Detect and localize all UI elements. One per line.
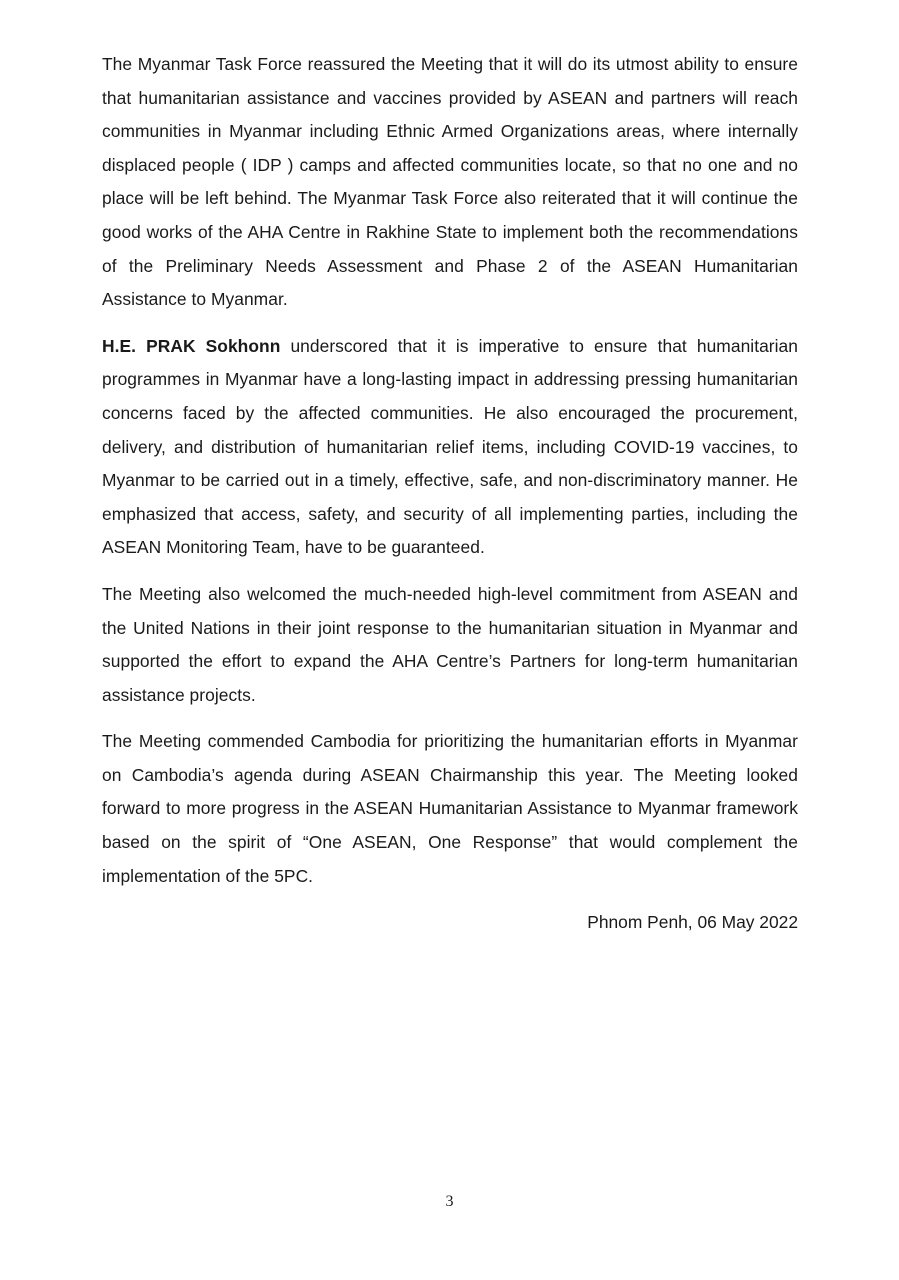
paragraph-text: The Meeting also welcomed the much-needed high-level commitment from ASEAN and the United Nations in their joint response to the humanitarian situation in Myanmar and supported the effort to expand the AHA Centre’s Partners for long-term humanitarian assistance projects. [102,583,798,705]
paragraph-commitment [102,578,798,712]
speaker-name: H.E. PRAK Sokhonn [102,335,281,356]
paragraph-text: underscored that it is imperative to ensure that humanitarian programmes in Myanmar have a long-lasting impact in addressing pressing humanitarian concerns faced by the affected communities. He also encouraged the procurement, delivery, and distribution of humanitarian relief items, including COVID-19 vaccines, to Myanmar to be carried out in a timely, effective, safe, and non-discriminatory manner. He emphasized that access, safety, and security of all implementing parties, including the ASEAN Monitoring Team, have to be guaranteed. [102,335,799,558]
paragraph-text: The Myanmar Task Force reassured the Meeting that it will do its utmost ability to ensure that humanitarian assistance and vaccines provided by ASEAN and partners will reach communities in Myanmar including Ethnic Armed Organizations areas, where internally displaced people ( IDP ) camps and affected communities locate, so that no one and no place will be left behind. The Myanmar Task Force also reiterated that it will continue the good works of the AHA Centre in Rakhine State to implement both the recommendations of the Preliminary Needs Assessment and Phase 2 of the ASEAN Humanitarian Assistance to Myanmar. [102,54,798,310]
paragraph-commendation [102,725,798,893]
document-body [102,48,798,906]
paragraph-prak-sokhonn [102,330,798,565]
page-number: 3 [445,1193,454,1210]
paragraph-task-force [102,48,798,317]
place-date: Phnom Penh, 06 May 2022 [587,912,798,932]
paragraph-text: The Meeting commended Cambodia for prioritizing the humanitarian efforts in Myanmar on Cambodia’s agenda during ASEAN Chairmanship this year. The Meeting looked forward to more progress in the ASEAN Humanitarian Assistance to Myanmar framework based on the spirit of “One ASEAN, One Response” that would complement the implementation of the 5PC. [102,731,798,886]
